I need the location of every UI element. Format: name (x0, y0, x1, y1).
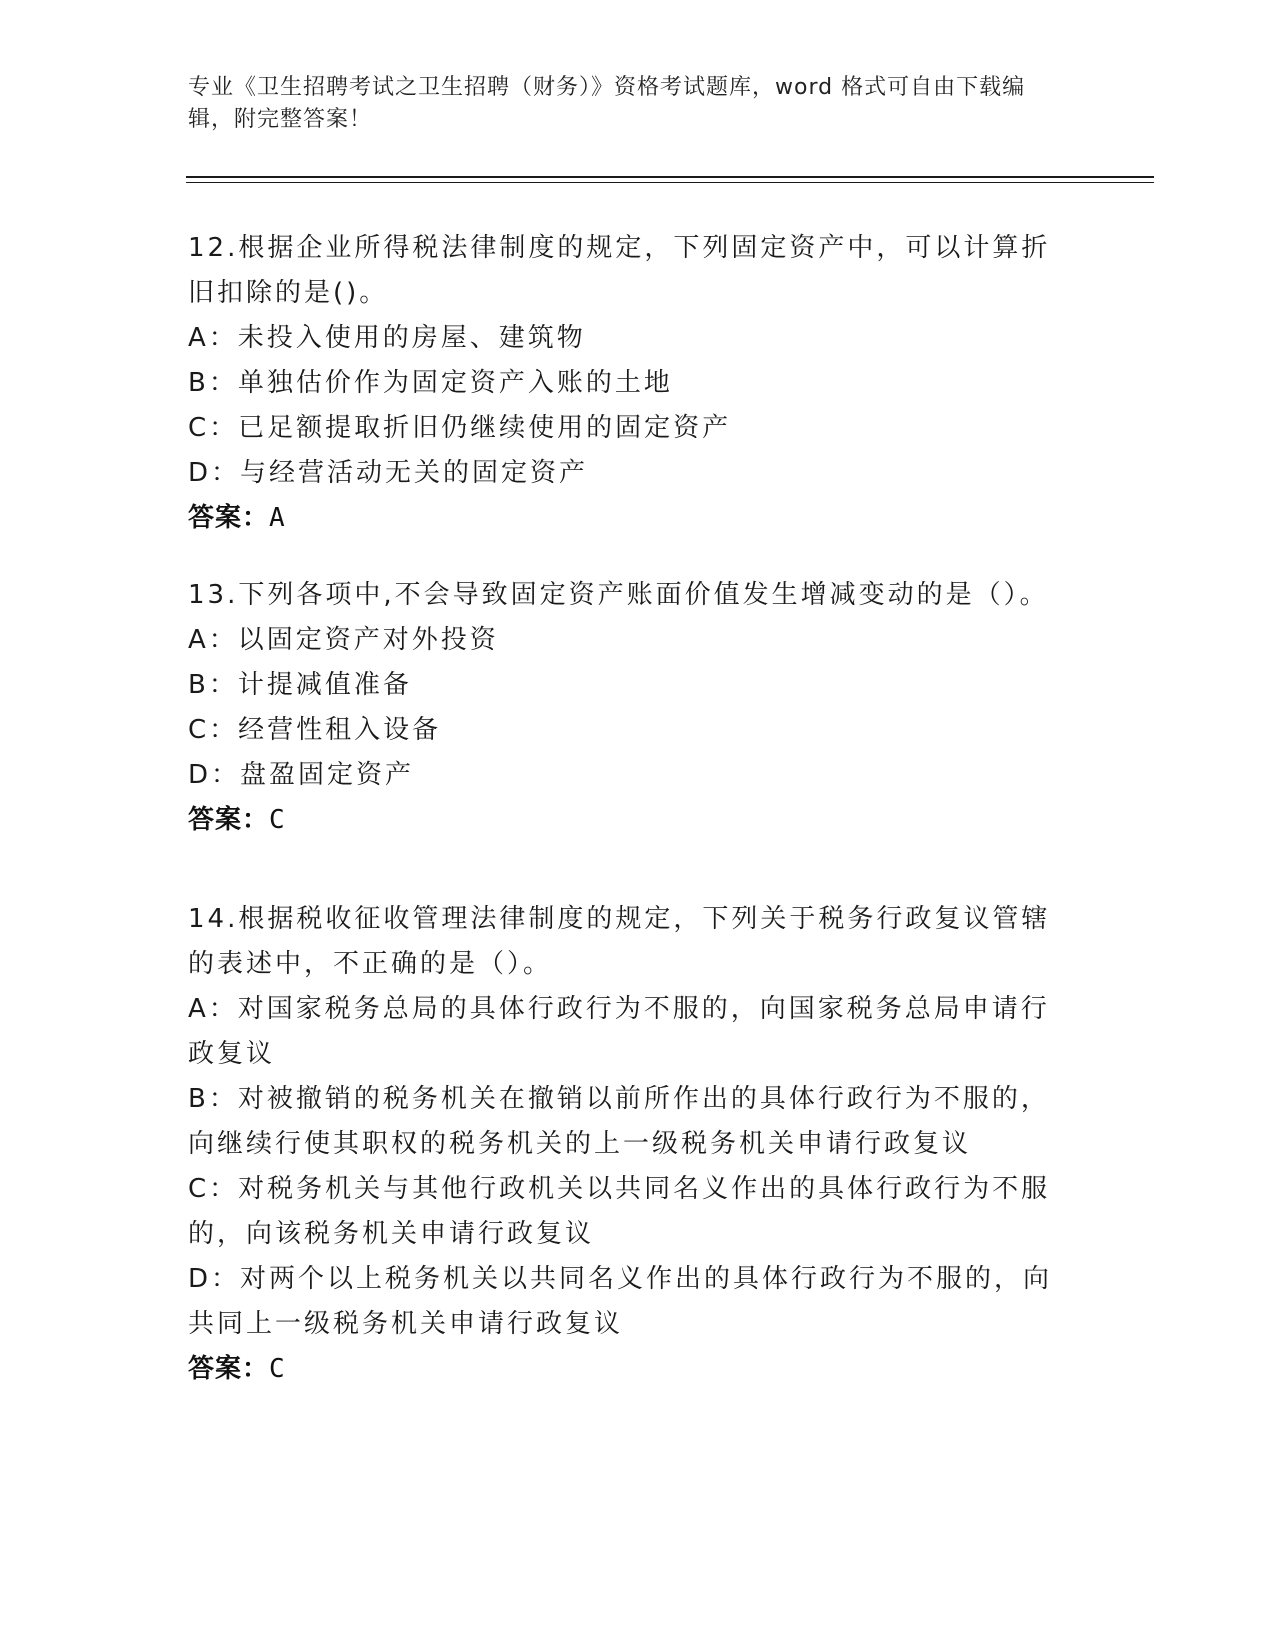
option-b: B：对被撤销的税务机关在撤销以前所作出的具体行政行为不服的，向继续行使其职权的税务机关的上一级税务机关申请行政复议 (188, 1084, 1050, 1159)
option-d: D：盘盈固定资产 (188, 760, 415, 790)
question-stem: 13.下列各项中,不会导致固定资产账面价值发生增减变动的是（）。 (188, 580, 1049, 610)
option-c: C：经营性租入设备 (188, 715, 442, 745)
question-stem: 12.根据企业所得税法律制度的规定，下列固定资产中，可以计算折旧扣除的是()。 (188, 233, 1051, 308)
option-a: A：以固定资产对外投资 (188, 625, 499, 655)
question-stem: 14.根据税收征收管理法律制度的规定，下列关于税务行政复议管辖的表述中，不正确的是（）。 (188, 904, 1051, 979)
option-c: C：对税务机关与其他行政机关以共同名义作出的具体行政行为不服的，向该税务机关申请行政复议 (188, 1174, 1051, 1249)
option-c: C：已足额提取折旧仍继续使用的固定资产 (188, 413, 732, 443)
answer-label: 答案： (188, 805, 270, 835)
answer-label: 答案： (188, 503, 270, 533)
answer-value: A (269, 503, 286, 533)
question-13 (188, 573, 1068, 843)
option-d: D：与经营活动无关的固定资产 (188, 458, 589, 488)
option-a: A：未投入使用的房屋、建筑物 (188, 323, 586, 353)
answer-value: C (269, 805, 286, 835)
question-12 (188, 226, 1068, 541)
answer-value: C (269, 1354, 286, 1384)
answer-label: 答案： (188, 1354, 270, 1384)
header-divider-thin (186, 182, 1154, 183)
answer-line (188, 1347, 1068, 1392)
question-14 (188, 897, 1068, 1392)
answer-line (188, 496, 1068, 541)
header-divider-thick (186, 176, 1154, 178)
option-d: D：对两个以上税务机关以共同名义作出的具体行政行为不服的，向共同上一级税务机关申请行政复议 (188, 1264, 1053, 1339)
option-a: A：对国家税务总局的具体行政行为不服的，向国家税务总局申请行政复议 (188, 994, 1050, 1069)
option-b: B：计提减值准备 (188, 670, 412, 700)
answer-line (188, 798, 1068, 843)
document-intro: 专业《卫生招聘考试之卫生招聘（财务）》资格考试题库，word 格式可自由下载编辑，附完整答案！ (188, 75, 1026, 132)
option-b: B：单独估价作为固定资产入账的土地 (188, 368, 673, 398)
